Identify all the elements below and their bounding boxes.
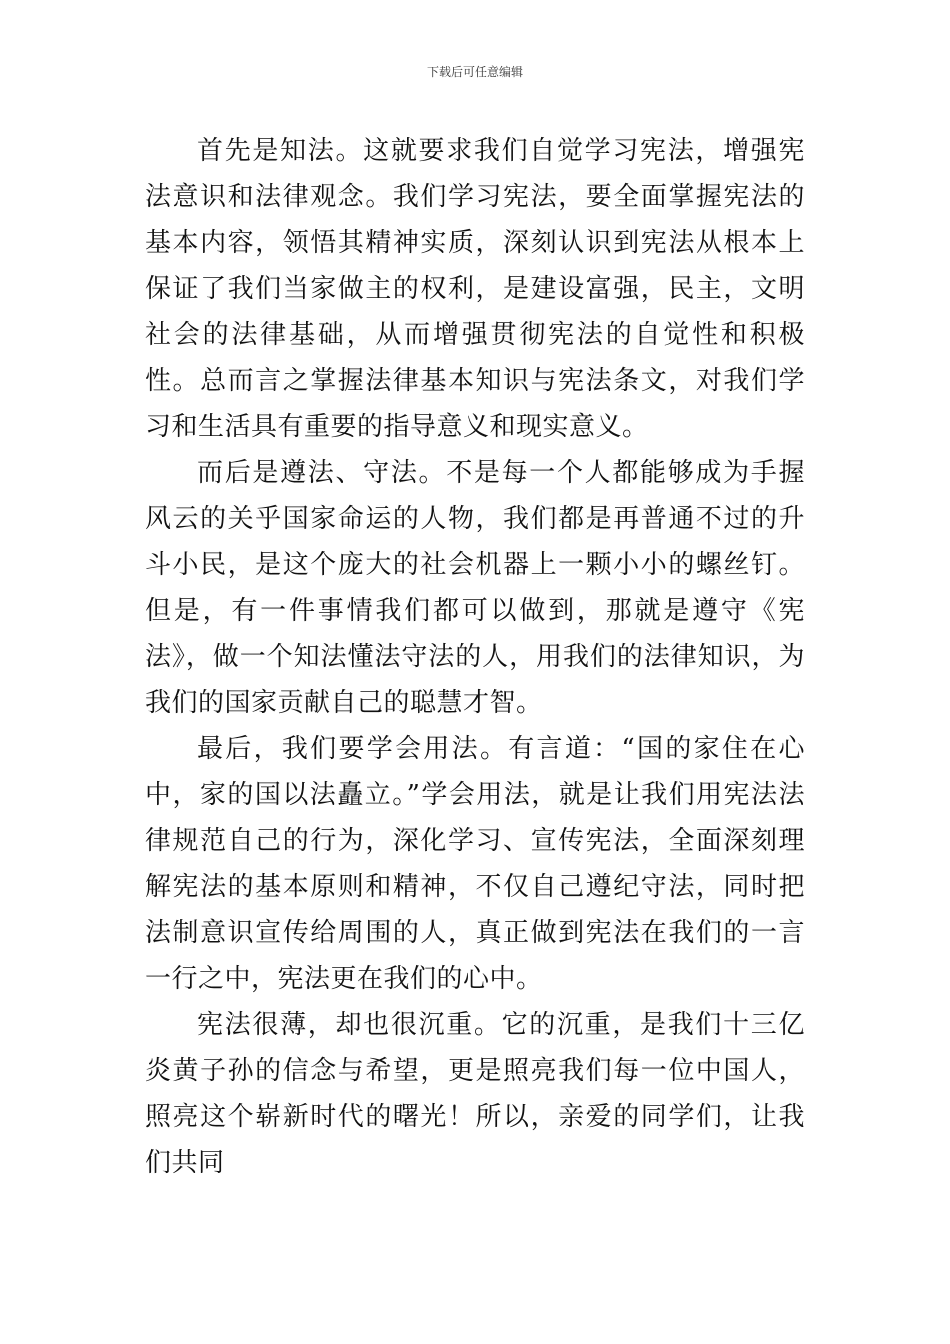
paragraph-obey-law: 而后是遵法、守法。不是每一个人都能够成为手握风云的关乎国家命运的人物，我们都是再普通不过的升斗小民，是这个庞大的社会机器上一颗小小的螺丝钉。但是，有一件事情我们都可以做到，那就是遵守《宪法》，做一个知法懂法守法的人，用我们的法律知识，为我们的国家贡献自己的聪慧才智。 <box>145 458 805 718</box>
document-body <box>145 128 805 1186</box>
paragraph-use-law: 最后，我们要学会用法。有言道：“国的家住在心中，家的国以法矗立。”学会用法，就是让我们用宪法法律规范自己的行为，深化学习、宣传宪法，全面深刻理解宪法的基本原则和精神，不仅自己遵纪守法，同时把法制意识宣传给周围的人，真正做到宪法在我们的一言一行之中，宪法更在我们的心中。 <box>145 734 805 994</box>
paragraph-conclusion: 宪法很薄，却也很沉重。它的沉重，是我们十三亿炎黄子孙的信念与希望，更是照亮我们每一位中国人，照亮这个崭新时代的曙光！所以，亲爱的同学们，让我们共同 <box>145 1010 805 1178</box>
paragraph-know-law: 首先是知法。这就要求我们自觉学习宪法，增强宪法意识和法律观念。我们学习宪法，要全面掌握宪法的基本内容，领悟其精神实质，深刻认识到宪法从根本上保证了我们当家做主的权利，是建设富强，民主，文明社会的法律基础，从而增强贯彻宪法的自觉性和积极性。总而言之掌握法律基本知识与宪法条文，对我们学习和生活具有重要的指导意义和现实意义。 <box>145 136 805 442</box>
page-header: 下载后可任意编辑 <box>426 65 523 79</box>
